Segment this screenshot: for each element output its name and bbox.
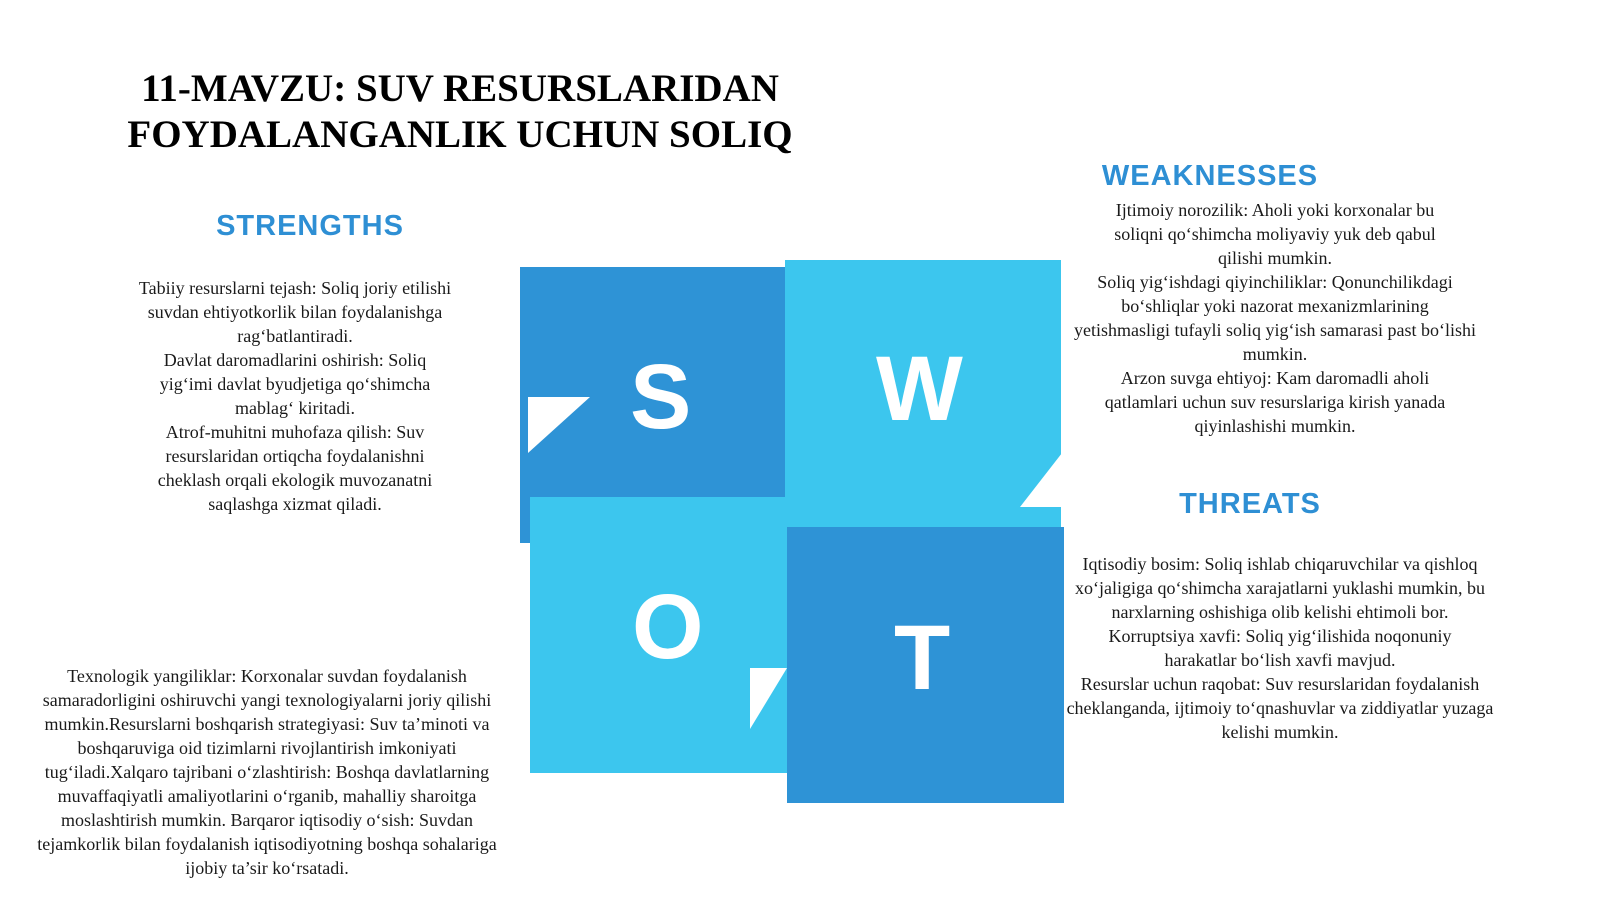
swot-w-corner-triangle — [1020, 453, 1062, 507]
threats-item: Iqtisodiy bosim: Soliq ishlab chiqaruvchilar va qishloq xo‘jaligiga qo‘shimcha xarajatlarni yuklashi mumkin, bu narxlarning oshishiga olib kelishi ehtimoli bor. — [1075, 554, 1485, 622]
opportunities-item: Texnologik yangiliklar: Korxonalar suvdan foydalanish samaradorligini oshiruvchi yangi texnologiyalarni joriy qilishi mumkin.Resurslarni boshqarish strategiyasi: Suv ta’minoti va boshqaruviga oid tizimlarni rivojlantirish imkoniyati tug‘iladi.Xalqaro tajribani o‘zlashtirish: Boshqa davlatlarning muvaffaqiyatli amaliyotlarini o‘rganib, mahalliy sharoitga moslashtirish mumkin. Barqaror iqtisodiy o‘sish: Suvdan tejamkorlik bilan foydalanish iqtisodiyotning boshqa sohalariga ijobiy ta’sir ko‘rsatadi. — [37, 666, 497, 878]
swot-letter-t: T — [894, 607, 951, 709]
opportunities-text — [20, 664, 514, 880]
threats-item: Korruptsiya xavfi: Soliq yig‘ilishida noqonuniy harakatlar bo‘lish xavfi mavjud. — [1108, 626, 1452, 670]
threats-text — [1066, 552, 1494, 744]
swot-letter-o: O — [632, 576, 704, 678]
weaknesses-heading: WEAKNESSES — [1101, 160, 1319, 192]
swot-letter-w: W — [876, 338, 963, 440]
strengths-item: Atrof-muhitni muhofaza qilish: Suv resurslaridan ortiqcha foydalanishni cheklash orqali ekologik muvozanatni saqlashga xizmat qiladi. — [157, 422, 433, 514]
strengths-text — [136, 276, 454, 516]
swot-s-corner-triangle — [528, 397, 590, 453]
weaknesses-item: Ijtimoiy norozilik: Aholi yoki korxonalar bu soliqni qo‘shimcha moliyaviy yuk deb qabul qilishi mumkin. — [1114, 200, 1436, 268]
slide-title-line-2: FOYDALANGANLIK UCHUN SOLIQ — [127, 113, 793, 156]
weaknesses-item: Soliq yig‘ishdagi qiyinchiliklar: Qonunchilikdagi bo‘shliqlar yoki nazorat mexanizmlarining yetishmasligi tufayli soliq yig‘ish samarasi past bo‘lishi mumkin. — [1074, 272, 1476, 364]
strengths-item: Davlat daromadlarini oshirish: Soliq yig‘imi davlat byudjetiga qo‘shimcha mablag‘ kiritadi. — [159, 350, 431, 418]
threats-item: Resurslar uchun raqobat: Suv resurslaridan foydalanish cheklanganda, ijtimoiy to‘qnashuvlar va ziddiyatlar yuzaga kelishi mumkin. — [1066, 674, 1494, 742]
slide-title-line-1: 11-MAVZU: SUV RESURSLARIDAN — [141, 67, 779, 110]
slide-title — [90, 66, 830, 158]
weaknesses-text — [1074, 198, 1476, 438]
swot-letter-s: S — [630, 346, 692, 448]
weaknesses-item: Arzon suvga ehtiyoj: Kam daromadli aholi qatlamlari uchun suv resurslariga kirish yanada qiyinlashishi mumkin. — [1104, 368, 1446, 436]
threats-heading: THREATS — [1179, 488, 1321, 520]
strengths-item: Tabiiy resurslarni tejash: Soliq joriy etilishi suvdan ehtiyotkorlik bilan foydalanishga rag‘batlantiradi. — [138, 278, 452, 346]
swot-o-corner-triangle — [750, 668, 787, 729]
strengths-heading: STRENGTHS — [216, 210, 404, 242]
